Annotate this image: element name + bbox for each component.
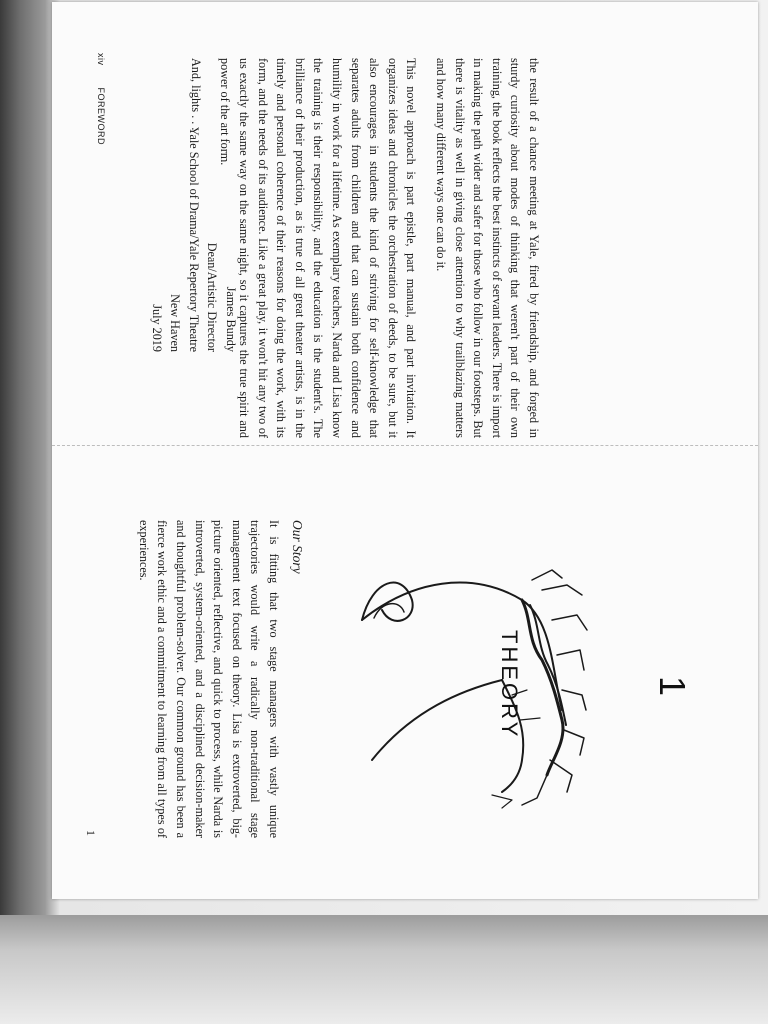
illustration-word: THEORY	[497, 630, 522, 740]
signature-place: New Haven	[168, 294, 183, 352]
foreword-closing: And, lights . . .	[188, 58, 203, 131]
our-story-body	[134, 520, 283, 838]
signature-title: Dean/Artistic Director	[205, 242, 220, 352]
running-head-left	[96, 53, 106, 173]
signature-institution: Yale School of Drama/Yale Repertory Theatre	[186, 126, 201, 352]
our-story-paragraph: It is fitting that two stage managers with vastly unique trajectories would write a radically non-traditional stage management text focused on theory. Lisa is extroverted, big-picture oriented, reflective, and quick to process, while Narda is introverted, system-oriented, and a disciplined decision-maker and thoughtful problem-solver. Our common ground has been a fierce work ethic and a commitment to learning from all types of experiences.	[136, 520, 281, 838]
signature-name: James Bundy	[224, 286, 238, 352]
book-gutter	[52, 445, 758, 446]
foreword-signature	[147, 30, 240, 352]
page-number-left: xiv	[96, 53, 106, 66]
signature-date: July 2019	[149, 304, 164, 352]
section-title: Our Story	[290, 520, 305, 574]
scanner-background	[0, 915, 768, 1024]
chapter-number: 1	[652, 676, 693, 697]
page-number-right: 1	[84, 830, 98, 836]
foreword-paragraph: the result of a chance meeting at Yale, fired by friendship, and forged in sturdy curiosity about modes of thinking that weren't part of their own training, the book reflects the best instincts of servant leaders. There is import in making the path wider and safer for those who follow in our footsteps. But there is vitality as well in giving close attention to why trailblazing matters and how many different ways one can do it.	[434, 58, 541, 438]
foreword-paragraph: This novel approach is part epistle, part manual, and part invitation. It organizes ideas and chronicles the orchestration of deeds, to be sure, but it also encourages in students the kind of striving for self-knowledge that separates adults from children and that can sustain both confidence and humility in work for a lifetime. As exemplary teachers, Narda and Lisa know the training is their responsibility, and the education is the student's. The brilliance of their production, as is true of all great theater artists, is in the timely and personal coherence of their reasons for doing the work, with its form, and the needs of its audience. Like a great play, it won't hit any two of us exactly the same way on the same night, so it captures the true spirit and power of the art form.	[218, 58, 419, 438]
theory-tree-illustration	[352, 560, 592, 810]
running-head: FOREWORD	[96, 87, 106, 146]
